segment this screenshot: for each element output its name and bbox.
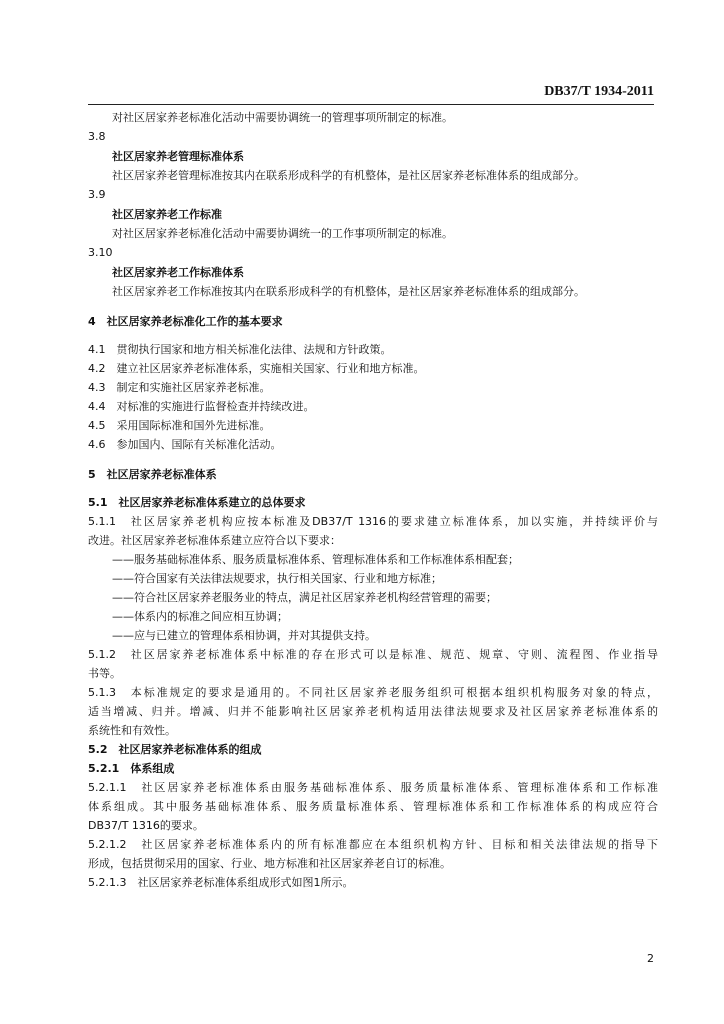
page-number: 2: [647, 952, 654, 965]
clause-text: 5.2.1.3 社区居家养老标准体系组成形式如图1所示。: [88, 876, 354, 889]
clause-number: 3.8: [88, 130, 106, 143]
clause-text: 形成，包括贯彻采用的国家、行业、地方标准和社区居家养老自订的标准。: [88, 857, 451, 870]
list-item: ——服务基础标准体系、服务质量标准体系、管理标准体系和工作标准体系相配套；: [112, 553, 519, 566]
clause-text: 书等。: [88, 667, 121, 680]
clause-text: 4.6 参加国内、国际有关标准化活动。: [88, 438, 282, 451]
definition-text: 对社区居家养老标准化活动中需要协调统一的工作事项所制定的标准。: [112, 227, 453, 240]
clause-text: 5.2.1.2 社区居家养老标准体系内的所有标准都应在本组织机构方针、目标和相关法律法规的指导下: [88, 838, 658, 851]
clause-text: 5.1.1 社区居家养老机构应按本标准及DB37/T 1316的要求建立标准体系，加以实施，并持续评价与: [88, 515, 658, 528]
subsection-heading: 5.2 社区居家养老标准体系的组成: [88, 743, 262, 756]
definition-text: 社区居家养老管理标准按其内在联系形成科学的有机整体，是社区居家养老标准体系的组成部分。: [112, 169, 585, 182]
subsection-heading: 5.1 社区居家养老标准体系建立的总体要求: [88, 496, 306, 509]
clause-text: DB37/T 1316的要求。: [88, 819, 204, 832]
clause-text: 4.1 贯彻执行国家和地方相关标准化法律、法规和方针政策。: [88, 343, 392, 356]
clause-text: 4.3 制定和实施社区居家养老标准。: [88, 381, 271, 394]
clause-text: 4.5 采用国际标准和国外先进标准。: [88, 419, 271, 432]
section-heading: 4 社区居家养老标准化工作的基本要求: [88, 315, 283, 328]
list-item: ——应与已建立的管理体系相协调，并对其提供支持。: [112, 629, 376, 642]
list-item: ——符合社区居家养老服务业的特点，满足社区居家养老机构经营管理的需要；: [112, 591, 497, 604]
document-code: DB37/T 1934-2011: [544, 84, 654, 99]
clause-number: 3.10: [88, 246, 113, 259]
clause-text: 适当增减、归并。增减、归并不能影响社区居家养老机构适用法律法规要求及社区居家养老标准体系的: [88, 705, 658, 718]
clause-text: 系统性和有效性。: [88, 724, 176, 737]
list-item: ——符合国家有关法律法规要求，执行相关国家、行业和地方标准；: [112, 572, 442, 585]
clause-text: 5.1.2 社区居家养老标准体系中标准的存在形式可以是标准、规范、规章、守则、流程图、作业指导: [88, 648, 658, 661]
clause-text: 体系组成。其中服务基础标准体系、服务质量标准体系、管理标准体系和工作标准体系的构成应符合: [88, 800, 658, 813]
clause-text: 5.2.1.1 社区居家养老标准体系由服务基础标准体系、服务质量标准体系、管理标准体系和工作标准: [88, 781, 658, 794]
clause-text: 4.2 建立社区居家养老标准体系，实施相关国家、行业和地方标准。: [88, 362, 425, 375]
term-heading: 社区居家养老管理标准体系: [112, 150, 244, 163]
subsection-heading: 5.2.1 体系组成: [88, 762, 175, 775]
term-heading: 社区居家养老工作标准: [112, 208, 222, 221]
clause-text: 5.1.3 本标准规定的要求是通用的。不同社区居家养老服务组织可根据本组织机构服务对象的特点，: [88, 686, 658, 699]
clause-text: 4.4 对标准的实施进行监督检查并持续改进。: [88, 400, 315, 413]
term-heading: 社区居家养老工作标准体系: [112, 266, 244, 279]
definition-text: 对社区居家养老标准化活动中需要协调统一的管理事项所制定的标准。: [112, 111, 453, 124]
clause-number: 3.9: [88, 188, 106, 201]
header-rule: [88, 104, 654, 105]
clause-text: 改进。社区居家养老标准体系建立应符合以下要求：: [88, 534, 341, 547]
list-item: ——体系内的标准之间应相互协调；: [112, 610, 288, 623]
section-heading: 5 社区居家养老标准体系: [88, 468, 217, 481]
definition-text: 社区居家养老工作标准按其内在联系形成科学的有机整体，是社区居家养老标准体系的组成部分。: [112, 285, 585, 298]
